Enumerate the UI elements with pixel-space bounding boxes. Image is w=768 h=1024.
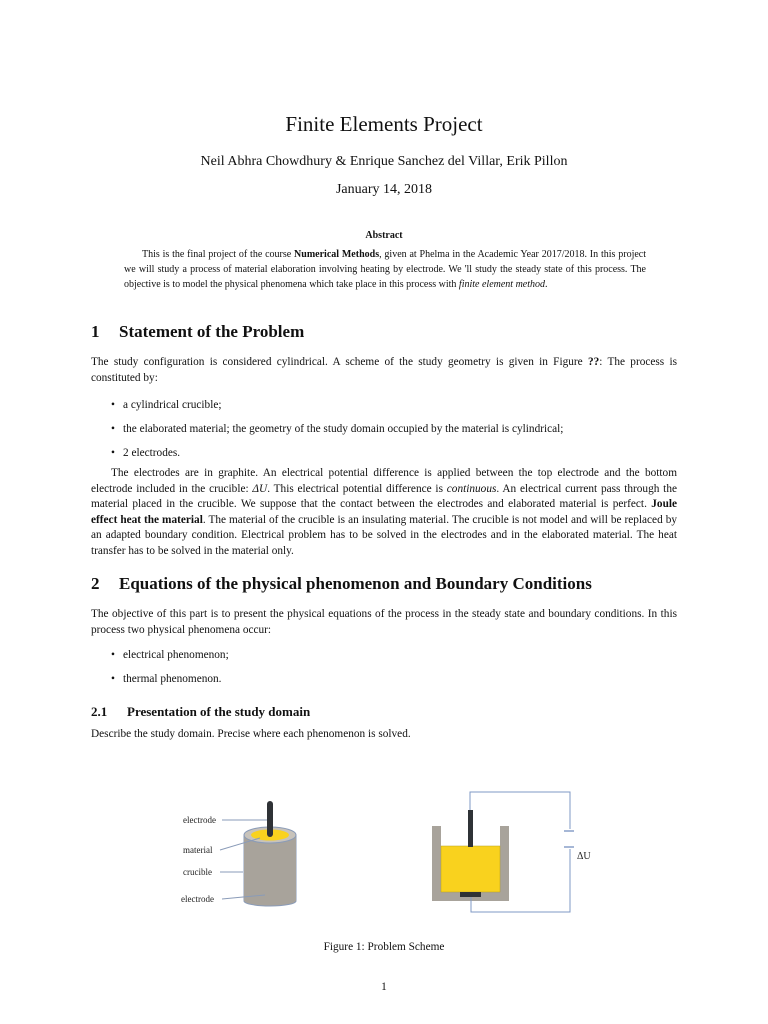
label-crucible: crucible <box>183 867 212 877</box>
list-item: • 2 electrodes. <box>111 446 671 470</box>
paper-authors: Neil Abhra Chowdhury & Enrique Sanchez del Villar, Erik Pillon <box>200 154 568 169</box>
section-title: Equations of the physical phenomenon and Boundary Conditions <box>119 574 592 593</box>
list-item: • thermal phenomenon. <box>111 672 671 696</box>
list-item: • the elaborated material; the geometry of the study domain occupied by the material is cylindrical; <box>111 422 671 446</box>
label-material: material <box>183 845 213 855</box>
abstract-text-part: This is the final project of the course <box>142 249 295 260</box>
label-electrode-top: electrode <box>183 815 216 825</box>
problem-scheme-diagram <box>170 785 610 925</box>
abstract-course-name: Numerical Methods <box>294 249 380 260</box>
cross-section-illustration <box>432 792 574 912</box>
subsection-2-1-text: Describe the study domain. Precise where each phenomenon is solved. <box>91 728 411 740</box>
text-part: . An electrical current pass through the material placed in the crucible. We suppose that the contact between the electrodes and elaborated material is perfect. <box>91 482 677 510</box>
page-number: 1 <box>381 981 387 993</box>
paper-date: January 14, 2018 <box>335 182 433 197</box>
text-part: : The process is constituted by: <box>91 356 677 384</box>
section-number: 2 <box>91 574 100 593</box>
bold-text: Joule effect heat the material <box>91 498 677 526</box>
label-voltage: ΔU <box>577 851 591 862</box>
section-1-intro <box>91 355 677 386</box>
section-1-paragraph <box>91 466 677 559</box>
subsection-2-1-heading <box>91 704 310 720</box>
figure-problem-scheme <box>170 785 610 925</box>
list-item: • electrical phenomenon; <box>111 648 671 672</box>
abstract-text-part: , given at Phelma in the Academic Year 2017/2018. In this project we will study a process of material elaboration involving heating by electrode. We 'll study the steady state of this process. The objective is to model the physical phenomena which take place in this process with <box>124 249 647 290</box>
list-item: • a cylindrical crucible; <box>111 398 671 422</box>
text-part: The study configuration is considered cylindrical. A scheme of the study geometry is given in Figure <box>91 356 588 368</box>
figure-caption: Figure 1: Problem Scheme <box>323 941 445 953</box>
abstract-heading: Abstract <box>365 230 403 241</box>
cylinder-illustration <box>244 801 296 906</box>
abstract-text-part: . <box>545 279 548 290</box>
abstract-text <box>124 247 646 292</box>
figure-reference: ?? <box>587 356 600 368</box>
text-part: The electrodes are in graphite. An electrical potential difference is applied between the top electrode and the bottom electrode included in the crucible: <box>91 467 677 495</box>
abstract-method-name: finite element method <box>458 279 546 290</box>
emphasis-text: continuous <box>446 482 497 495</box>
section-2-heading <box>91 574 592 594</box>
section-2-intro: The objective of this part is to present the physical equations of the process in the steady state and boundary conditions. In this process two physical phenomena occur: <box>91 608 677 636</box>
paper-title: Finite Elements Project <box>285 112 483 136</box>
section-1-bullet-list <box>111 398 671 470</box>
section-1-heading <box>91 322 304 342</box>
math-delta-u: ΔU <box>252 482 268 495</box>
section-number: 1 <box>91 322 100 341</box>
subsection-title: Presentation of the study domain <box>127 704 311 719</box>
section-title: Statement of the Problem <box>119 322 305 341</box>
text-part: . This electrical potential difference is <box>267 482 447 495</box>
subsection-number: 2.1 <box>91 704 108 719</box>
section-2-bullet-list <box>111 648 671 696</box>
text-part: . The material of the crucible is an insulating material. The crucible is not model and will be replaced by an adapted boundary condition. Electrical problem has to be solved in the electrodes and in the elaborated material. The heat transfer has to be solved in the material only. <box>91 513 678 557</box>
label-electrode-bottom: electrode <box>181 894 214 904</box>
